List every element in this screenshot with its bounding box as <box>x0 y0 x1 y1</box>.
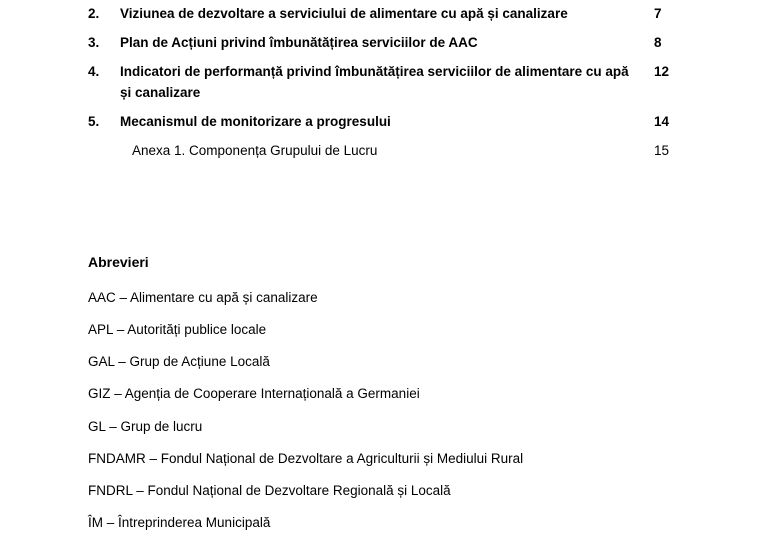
toc-entry[interactable] <box>88 62 680 104</box>
toc-entry-page: 7 <box>654 6 662 21</box>
toc-entry[interactable] <box>88 33 680 54</box>
abbreviation-item: ÎM – Întreprinderea Municipală <box>88 515 271 531</box>
toc-entry-number: 5. <box>88 113 100 129</box>
toc-entry[interactable] <box>88 4 680 25</box>
abbreviation-item: GIZ – Agenția de Cooperare Internațională a Germaniei <box>88 386 420 402</box>
abbreviation-item: APL – Autorități publice locale <box>88 321 267 337</box>
abbreviations-heading: Abrevieri <box>88 253 149 270</box>
toc-entry-page: 12 <box>654 63 670 79</box>
toc-entry-label: Plan de Acțiuni privind îmbunătățirea serviciilor de AAC <box>120 34 478 50</box>
table-of-contents <box>88 0 680 162</box>
toc-entry-label: Viziunea de dezvoltare a serviciului de alimentare cu apă și canalizare <box>120 6 568 21</box>
abbreviation-item: FNDRL – Fondul Național de Dezvoltare Regională și Locală <box>88 483 451 499</box>
toc-entry-number: 2. <box>88 6 100 21</box>
abbreviation-item: GL – Grup de lucru <box>88 418 203 434</box>
toc-entry-label: Mecanismul de monitorizare a progresului <box>120 113 391 129</box>
toc-entry-page: 8 <box>654 34 662 50</box>
toc-entry-number: 4. <box>88 63 100 79</box>
toc-entry-page: 15 <box>654 142 670 158</box>
toc-entry[interactable] <box>88 112 680 133</box>
toc-entry-number: 3. <box>88 34 100 50</box>
toc-entry-page: 14 <box>654 113 670 129</box>
abbreviation-item: FNDAMR – Fondul Național de Dezvoltare a Agriculturii și Mediului Rural <box>88 450 524 466</box>
abbreviation-item: GAL – Grup de Acțiune Locală <box>88 354 270 370</box>
abbreviations-section <box>88 254 680 534</box>
abbreviation-item: AAC – Alimentare cu apă și canalizare <box>88 289 318 305</box>
toc-entry-label: Anexa 1. Componența Grupului de Lucru <box>132 142 378 158</box>
toc-entry-label: Indicatori de performanță privind îmbunătățirea serviciilor de alimentare cu apă și canalizare <box>120 63 629 100</box>
toc-entry-annex[interactable] <box>88 141 680 162</box>
